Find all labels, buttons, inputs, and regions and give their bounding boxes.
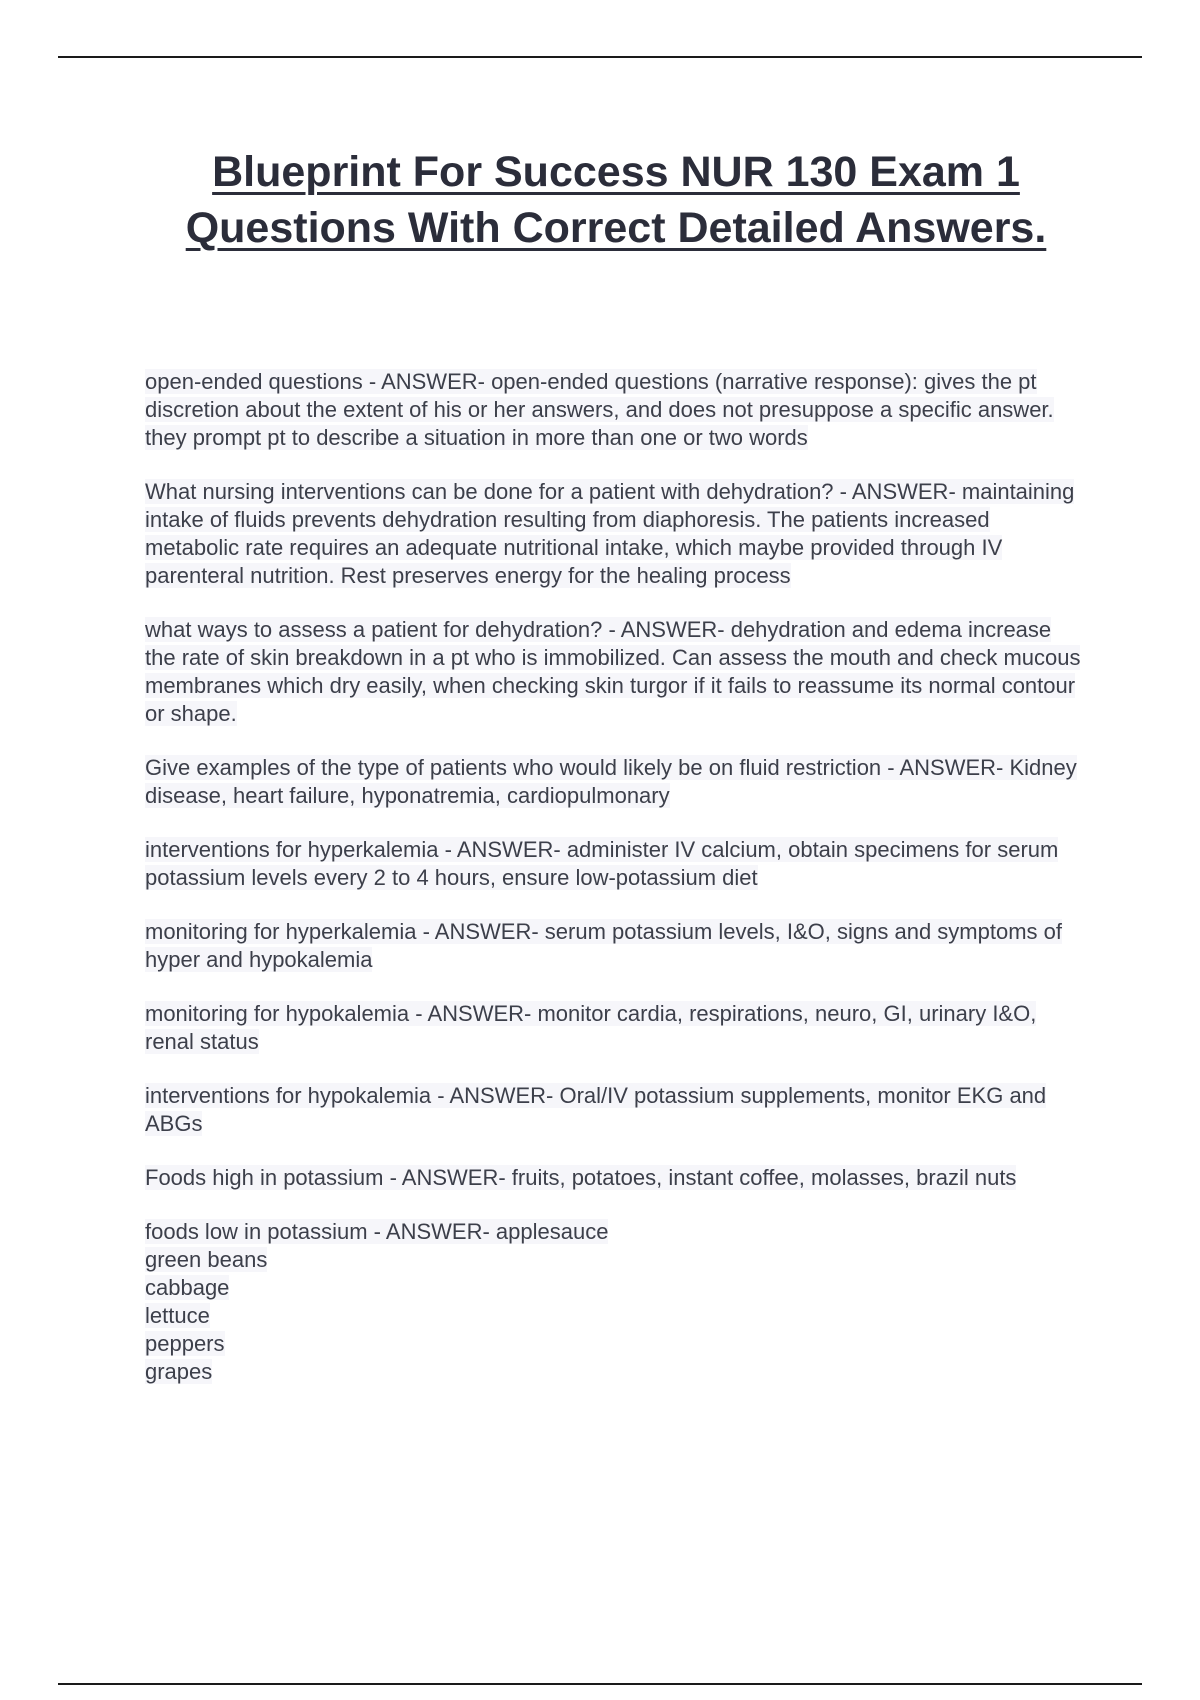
- qa-entry-open-ended-questions: [145, 368, 1085, 452]
- top-rule: [58, 56, 1142, 58]
- list-line: [145, 1274, 1085, 1302]
- document-body: [145, 368, 1085, 1412]
- qa-entry-low-potassium-foods: [145, 1218, 1085, 1386]
- qa-entry-text: interventions for hyperkalemia - ANSWER- administer IV calcium, obtain specimens for serum potassium levels every 2 to 4 hours, ensure low-potassium diet: [145, 837, 1059, 890]
- qa-entry-text: monitoring for hyperkalemia - ANSWER- serum potassium levels, I&O, signs and symptoms of hyper and hypokalemia: [145, 919, 1062, 972]
- qa-entry-text: Give examples of the type of patients who would likely be on fluid restriction - ANSWER- Kidney disease, heart failure, hyponatremia, cardiopulmonary: [145, 755, 1077, 808]
- qa-entry-fluid-restriction: [145, 754, 1085, 810]
- list-line-text: peppers: [145, 1331, 225, 1356]
- qa-entry-high-potassium-foods: [145, 1164, 1085, 1192]
- list-line: [145, 1302, 1085, 1330]
- qa-entry-hypokalemia-interventions: [145, 1082, 1085, 1138]
- list-line-text: cabbage: [145, 1275, 230, 1300]
- qa-entry-dehydration-assessment: [145, 616, 1085, 728]
- list-line: [145, 1330, 1085, 1358]
- qa-entry-hyperkalemia-monitoring: [145, 918, 1085, 974]
- document-title: Blueprint For Success NUR 130 Exam 1 Questions With Correct Detailed Answers.: [185, 148, 1047, 252]
- list-line: [145, 1218, 1085, 1246]
- qa-entry-text: What nursing interventions can be done for a patient with dehydration? - ANSWER- maintaining intake of fluids prevents dehydration resulting from diaphoresis. The patients increased metabolic rate requires an adequate nutritional intake, which maybe provided through IV parenteral nutrition. Rest preserves energy for the healing process: [145, 479, 1075, 588]
- qa-entry-text: open-ended questions - ANSWER- open-ended questions (narrative response): gives the pt discretion about the extent of his or her answers, and does not presuppose a specific answer. they prompt pt to describe a situation in more than one or two words: [145, 369, 1054, 450]
- list-line-text: foods low in potassium - ANSWER- applesauce: [145, 1219, 609, 1244]
- list-line-text: grapes: [145, 1359, 213, 1384]
- list-line: [145, 1246, 1085, 1274]
- list-line-text: green beans: [145, 1247, 268, 1272]
- qa-entry-dehydration-interventions: [145, 478, 1085, 590]
- qa-entry-hyperkalemia-interventions: [145, 836, 1085, 892]
- bottom-rule: [58, 1683, 1142, 1685]
- list-line-text: lettuce: [145, 1303, 210, 1328]
- qa-entry-text: what ways to assess a patient for dehydration? - ANSWER- dehydration and edema increase the rate of skin breakdown in a pt who is immobilized. Can assess the mouth and check mucous membranes which dry easily, when checking skin turgor if it fails to reassume its normal contour or shape.: [145, 617, 1081, 726]
- qa-entry-text: Foods high in potassium - ANSWER- fruits, potatoes, instant coffee, molasses, brazil nuts: [145, 1165, 1017, 1190]
- qa-entry-text: interventions for hypokalemia - ANSWER- Oral/IV potassium supplements, monitor EKG and ABGs: [145, 1083, 1047, 1136]
- qa-entry-text: monitoring for hypokalemia - ANSWER- monitor cardia, respirations, neuro, GI, urinary I&O, renal status: [145, 1001, 1037, 1054]
- qa-entry-hypokalemia-monitoring: [145, 1000, 1085, 1056]
- list-line: [145, 1358, 1085, 1386]
